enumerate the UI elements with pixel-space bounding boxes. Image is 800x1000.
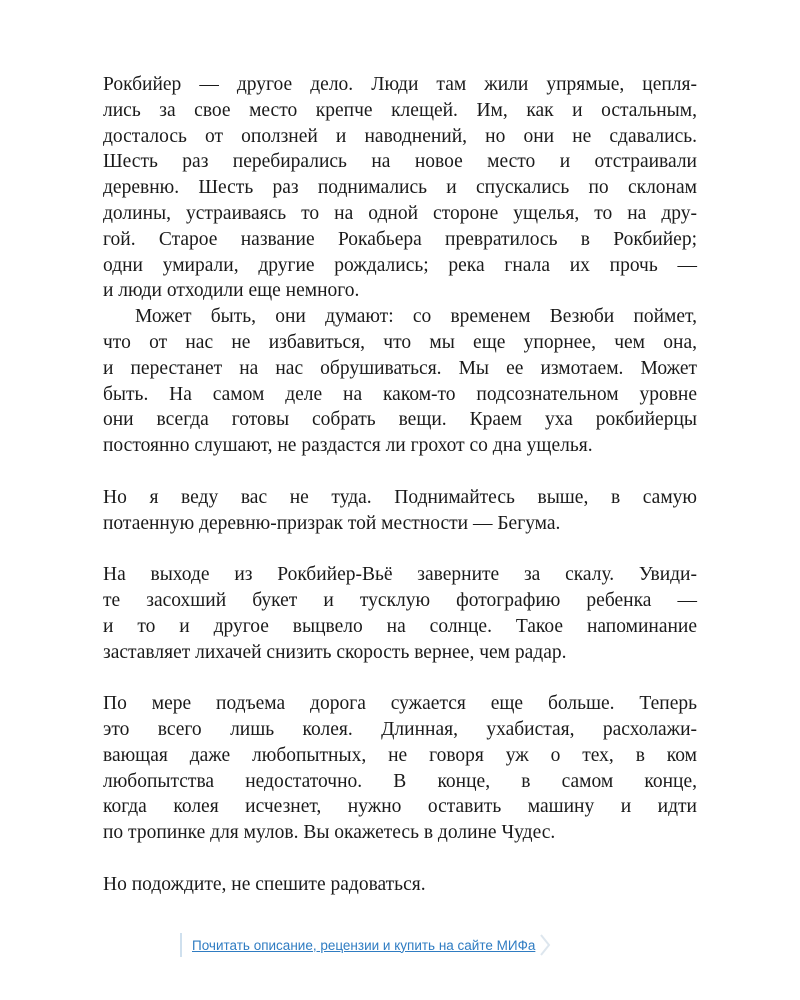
text-line: одни умирали, другие рождались; река гнала их прочь — [103, 254, 697, 276]
text-line: быть. На самом деле на каком-то подсознательном уровне [103, 383, 697, 405]
text-line: постоянно слушают, не раздастся ли грохот со дна ущелья. [103, 435, 593, 457]
text-line: заставляет лихачей снизить скорость вернее, чем радар. [103, 641, 567, 663]
paragraph [103, 691, 697, 846]
text-line: это всего лишь колея. Длинная, ухабистая, расхолажи- [103, 718, 697, 740]
text-line: они всегда готовы собрать вещи. Краем уха рокбийерцы [103, 409, 697, 431]
paragraph [103, 72, 697, 304]
text-line: лись за свое место крепче клещей. Им, как и остальным, [103, 99, 697, 121]
text-line: по тропинке для мулов. Вы окажетесь в долине Чудес. [103, 822, 556, 844]
text-line: деревню. Шесть раз поднимались и спускались по склонам [103, 177, 697, 199]
text-line: Но подождите, не спешите радоваться. [103, 873, 426, 895]
text-line: На выходе из Рокбийер-Вьё заверните за скалу. Увиди- [103, 564, 697, 586]
paragraph-gap [103, 459, 697, 485]
footer-link-container[interactable] [180, 932, 551, 958]
text-line: те засохший букет и тусклую фотографию ребенка — [103, 589, 697, 611]
publisher-link[interactable]: Почитать описание, рецензии и купить на сайте МИФа [192, 937, 536, 953]
text-line: гой. Старое название Рокабьера превратилось в Рокбийер; [103, 228, 697, 250]
text-line: досталось от оползней и наводнений, но они не сдавались. [103, 125, 697, 147]
paragraph [103, 485, 697, 537]
text-line: Шесть раз перебирались на новое место и отстраивали [103, 151, 697, 173]
text-line: Может быть, они думают: со временем Везюби поймет, [135, 306, 697, 328]
paragraph-gap [103, 536, 697, 562]
text-line: когда колея исчезнет, нужно оставить машину и идти [103, 796, 697, 818]
paragraph-gap [103, 665, 697, 691]
chevron-right-icon [539, 933, 551, 957]
book-page-body [103, 72, 697, 898]
paragraph-gap [103, 846, 697, 872]
text-line: долины, устраиваясь то на одной стороне ущелья, то на дру- [103, 202, 697, 224]
text-line: и перестанет на нас обрушиваться. Мы ее измотаем. Может [103, 357, 697, 379]
text-line: вающая даже любопытных, не говоря уж о тех, в ком [103, 744, 697, 766]
text-line: Рокбийер — другое дело. Люди там жили упрямые, цепля- [103, 74, 697, 95]
text-line: и люди отходили еще немного. [103, 280, 360, 302]
paragraph [103, 872, 697, 898]
paragraph [103, 562, 697, 665]
paragraph [103, 304, 697, 459]
text-line: что от нас не избавиться, что мы еще упорнее, чем она, [103, 331, 697, 353]
text-line: потаенную деревню-призрак той местности — Бегума. [103, 512, 561, 534]
text-line: и то и другое выцвело на солнце. Такое напоминание [103, 615, 697, 637]
text-line: Но я веду вас не туда. Поднимайтесь выше, в самую [103, 486, 697, 508]
footer-link-bar [180, 933, 182, 957]
text-line: любопытства недостаточно. В конце, в самом конце, [103, 770, 697, 792]
text-line: По мере подъема дорога сужается еще больше. Теперь [103, 693, 697, 715]
